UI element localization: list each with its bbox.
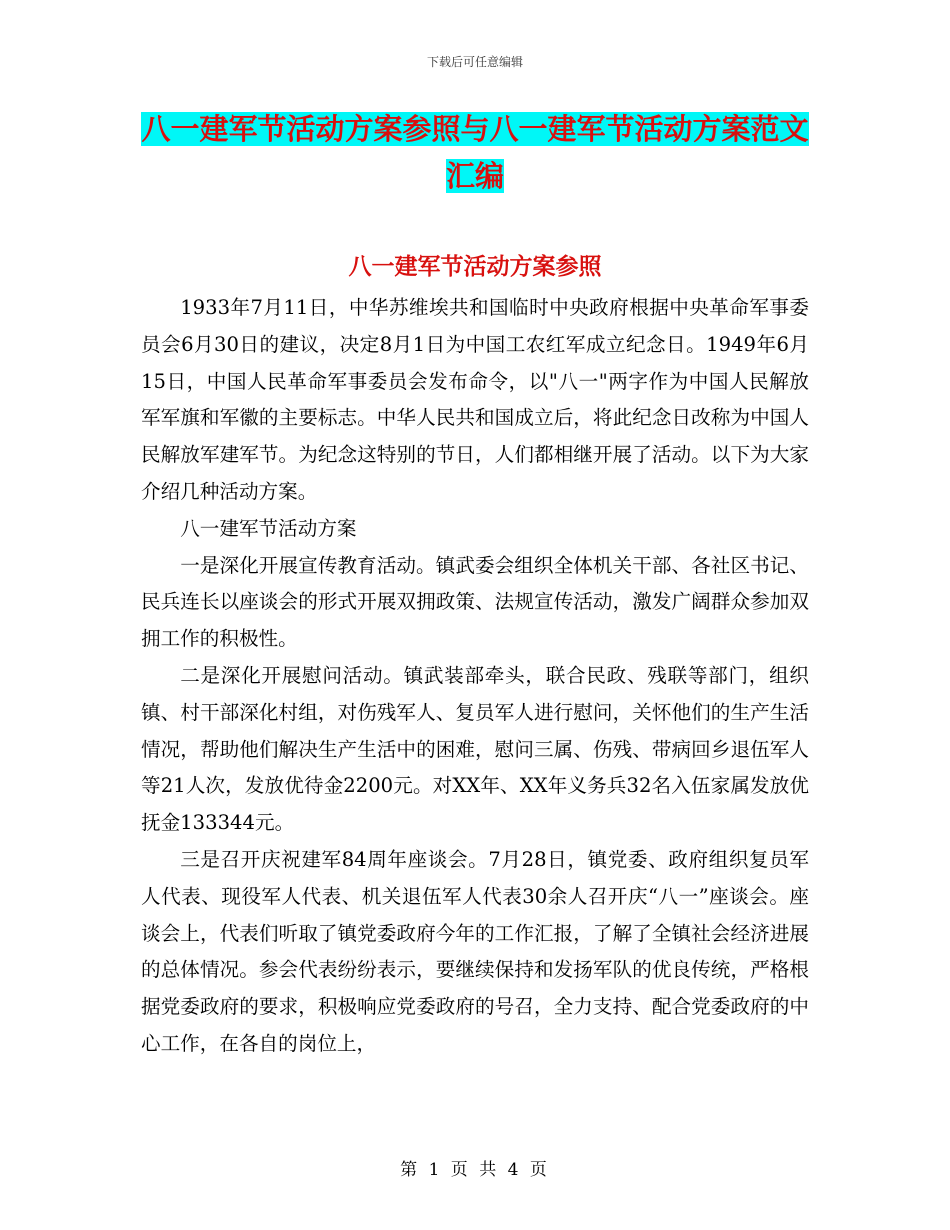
page-number: 第 1 页 共 4 页 (400, 1160, 550, 1180)
document-title (140, 106, 810, 200)
page-header-note: 下载后可任意编辑 (426, 55, 523, 69)
paragraph-intro: 1933年7月11日，中华苏维埃共和国临时中央政府根据中央革命军事委员会6月30日的建议，决定8月1日为中国工农红军成立纪念日。1949年6月15日，中国人民革命军事委员会发布命令，以"八一"两字作为中国人民解放军军旗和军徽的主要标志。中华人民共和国成立后，将此纪念日改称为中国人民解放军建军节。为纪念这特别的节日，人们都相继开展了活动。以下为大家介绍几种活动方案。 (141, 296, 809, 503)
paragraph-item-1: 一是深化开展宣传教育活动。镇武委会组织全体机关干部、各社区书记、民兵连长以座谈会的形式开展双拥政策、法规宣传活动，激发广阔群众参加双拥工作的积极性。 (141, 553, 809, 651)
paragraph-item-2: 二是深化开展慰问活动。镇武装部牵头，联合民政、残联等部门，组织镇、村干部深化村组，对伤残军人、复员军人进行慰问，关怀他们的生产生活情况，帮助他们解决生产生活中的困难，慰问三属、伤残、带病回乡退伍军人等21人次，发放优待金2200元。对XX年、XX年义务兵32名入伍家属发放优抚金133344元。 (141, 663, 809, 835)
title-line-2: 汇编 (445, 159, 504, 193)
paragraph-subheading: 八一建军节活动方案 (180, 516, 357, 540)
paragraph-item-3: 三是召开庆祝建军84周年座谈会。7月28日，镇党委、政府组织复员军人代表、现役军人代表、机关退伍军人代表30余人召开庆“八一”座谈会。座谈会上，代表们听取了镇党委政府今年的工作汇报，了解了全镇社会经济进展的总体情况。参会代表纷纷表示，要继续保持和发扬军队的优良传统，严格根据党委政府的要求，积极响应党委政府的号召，全力支持、配合党委政府的中心工作，在各自的岗位上， (141, 847, 809, 1055)
section-title: 八一建军节活动方案参照 (348, 254, 602, 280)
document-body (141, 290, 809, 1063)
title-line-1: 八一建军节活动方案参照与八一建军节活动方案范文 (141, 112, 809, 146)
